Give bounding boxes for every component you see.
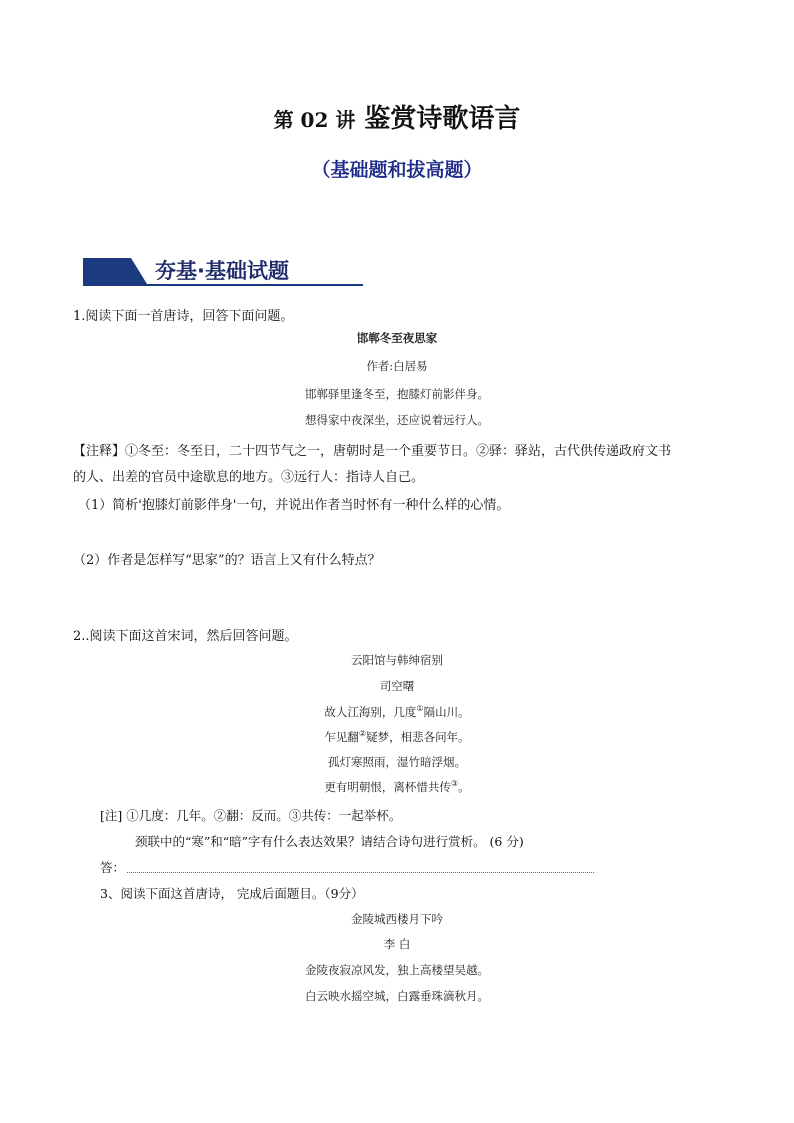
section-banner-icon xyxy=(83,258,147,284)
page-title xyxy=(0,98,794,135)
q1-note-line: 的人、出差的官员中途歇息的地方。③远行人：指诗人自己。 xyxy=(73,470,425,485)
footnote-marker: ① xyxy=(416,704,424,714)
q2-prompt: 2..阅读下面这首宋词，然后回答问题。 xyxy=(73,629,298,644)
q2-line-part: 更有明朝恨，离杯惜共传 xyxy=(324,780,451,794)
q2-poem-line: 孤灯寒照雨，湿竹暗浮烟。 xyxy=(328,755,466,769)
answer-label: 答： xyxy=(100,860,126,875)
q1-poem-title: 邯郸冬至夜思家 xyxy=(356,331,438,345)
q3-poem-author: 李 白 xyxy=(383,937,411,951)
q1-poem-line: 邯郸驿里逢冬至，抱膝灯前影伴身。 xyxy=(305,387,489,401)
section-underline xyxy=(83,284,363,286)
q3-poem-line: 金陵夜寂凉风发，独上高楼望吴越。 xyxy=(305,963,489,977)
q2-question: 颈联中的“寒”和“暗”字有什么表达效果？请结合诗句进行赏析。 (6 分) xyxy=(135,834,524,849)
q2-note: [注] ①几度：几年。②翻：反而。③共传：一起举杯。 xyxy=(100,808,402,823)
q2-line-part: 乍见翻 xyxy=(324,730,359,744)
q3-poem-line: 白云映水摇空城，白露垂珠滴秋月。 xyxy=(305,989,489,1003)
q2-line-part: 故人江海别，几度 xyxy=(324,705,417,719)
section-title: 夯基·基础试题 xyxy=(155,259,289,283)
q1-poem-author: 作者:白居易 xyxy=(366,359,428,373)
footnote-marker: ③ xyxy=(450,779,459,789)
q2-line-part: 。 xyxy=(458,780,470,794)
lesson-title: 鉴赏诗歌语言 xyxy=(364,104,521,134)
q2-line-part: 隔山川。 xyxy=(423,705,470,719)
q1-subquestion-1: （1）简析'抱膝灯前影伴身'一句，并说出作者当时怀有一种什么样的心情。 xyxy=(78,498,510,513)
page-subtitle: （基础题和拔高题） xyxy=(311,159,483,181)
q3-poem-title: 金陵城西楼月下吟 xyxy=(351,912,443,926)
q2-line-part: 疑梦，相悲各问年。 xyxy=(366,730,470,744)
q2-poem-title: 云阳馆与韩绅宿别 xyxy=(351,653,443,667)
q2-poem-line xyxy=(0,704,794,720)
q2-poem-author: 司空曙 xyxy=(379,679,415,693)
q1-subquestion-2: （2）作者是怎样写“思家”的？语言上又有什么特点？ xyxy=(73,553,381,568)
q1-poem-line: 想得家中夜深坐，还应说着远行人。 xyxy=(305,413,489,427)
q2-poem-line xyxy=(0,729,794,745)
answer-line[interactable] xyxy=(127,871,594,873)
q2-poem-line xyxy=(0,779,794,795)
lesson-number: 第 02 讲 xyxy=(273,108,356,132)
q1-note-line: 【注释】①冬至：冬至日，二十四节气之一，唐朝时是一个重要节日。②驿：驿站，古代供传递政府文书 xyxy=(73,444,672,459)
q3-prompt: 3、阅读下面这首唐诗， 完成后面题目。（9分） xyxy=(100,886,364,901)
footnote-marker: ② xyxy=(358,729,367,739)
q1-prompt: 1.阅读下面一首唐诗，回答下面问题。 xyxy=(73,309,294,324)
